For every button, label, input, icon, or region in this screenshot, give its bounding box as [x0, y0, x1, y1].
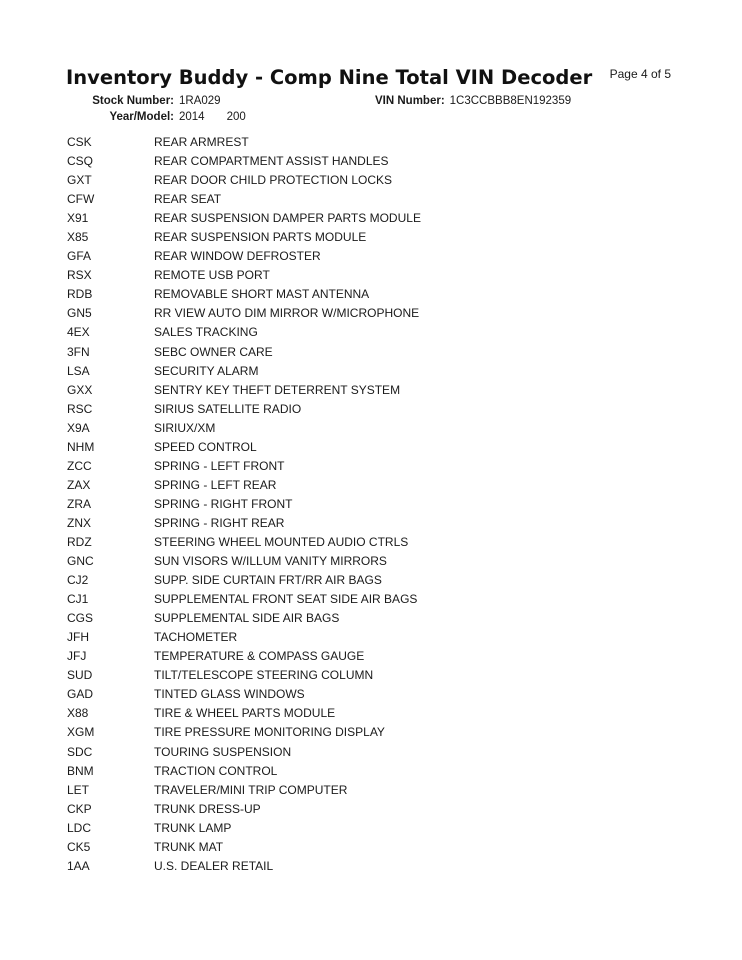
option-description: REMOTE USB PORT	[154, 268, 270, 283]
page-number: Page 4 of 5	[609, 67, 671, 81]
option-description: REMOVABLE SHORT MAST ANTENNA	[154, 287, 370, 302]
option-code: X91	[67, 211, 89, 226]
option-row	[67, 343, 421, 362]
option-description: SUN VISORS W/ILLUM VANITY MIRRORS	[154, 554, 387, 569]
option-description: TACHOMETER	[154, 630, 238, 645]
option-row	[67, 381, 421, 400]
option-row	[67, 400, 421, 419]
option-code: LET	[67, 782, 90, 797]
option-description: REAR DOOR CHILD PROTECTION LOCKS	[154, 173, 393, 188]
option-row	[67, 838, 421, 857]
option-description: SENTRY KEY THEFT DETERRENT SYSTEM	[154, 382, 401, 397]
option-code: GAD	[67, 687, 94, 702]
option-description: REAR SUSPENSION DAMPER PARTS MODULE	[154, 211, 421, 226]
option-description: TOURING SUSPENSION	[154, 744, 292, 759]
option-description: REAR SUSPENSION PARTS MODULE	[154, 230, 367, 245]
option-row	[67, 133, 421, 152]
option-row	[67, 323, 421, 342]
option-description: SEBC OWNER CARE	[154, 344, 273, 359]
vin-number-value: 1C3CCBBB8EN192359	[449, 95, 572, 107]
option-code: XGM	[67, 725, 95, 740]
option-description: SUPPLEMENTAL FRONT SEAT SIDE AIR BAGS	[154, 592, 418, 607]
option-code: ZAX	[67, 477, 91, 492]
stock-number-value: 1RA029	[179, 95, 221, 107]
option-description: SUPPLEMENTAL SIDE AIR BAGS	[154, 611, 340, 626]
option-row	[67, 476, 421, 495]
option-code: BNM	[67, 763, 94, 778]
option-description: TIRE & WHEEL PARTS MODULE	[154, 706, 336, 721]
option-code: CSK	[67, 135, 92, 149]
option-code: X9A	[67, 420, 90, 435]
option-description: SPRING - LEFT REAR	[154, 477, 277, 492]
option-code: ZRA	[67, 496, 91, 511]
option-description: RR VIEW AUTO DIM MIRROR W/MICROPHONE	[154, 306, 420, 321]
option-code: X88	[67, 706, 89, 721]
option-row	[67, 362, 421, 381]
option-description: STEERING WHEEL MOUNTED AUDIO CTRLS	[154, 534, 409, 549]
option-description: SUPP. SIDE CURTAIN FRT/RR AIR BAGS	[154, 573, 382, 588]
option-code: CGS	[67, 611, 94, 626]
option-description: SIRIUS SATELLITE RADIO	[154, 401, 302, 416]
option-row	[67, 819, 421, 838]
option-row	[67, 457, 421, 476]
year-model-label: Year/Model:	[109, 111, 174, 123]
option-code: LSA	[67, 363, 90, 378]
option-code: GXT	[67, 173, 92, 188]
option-description: SPEED CONTROL	[154, 439, 257, 454]
option-code: CSQ	[67, 154, 94, 169]
option-code: JFH	[67, 630, 89, 645]
option-code: RSX	[67, 268, 92, 283]
option-code: ZCC	[67, 458, 92, 473]
option-description: SPRING - LEFT FRONT	[154, 458, 285, 473]
option-row	[67, 762, 421, 781]
option-row	[67, 533, 421, 552]
option-code: 4EX	[67, 325, 90, 340]
option-row	[67, 419, 421, 438]
vin-number-field	[375, 95, 571, 107]
option-row	[67, 438, 421, 457]
option-row	[67, 704, 421, 723]
option-description: SALES TRACKING	[154, 325, 258, 340]
option-row	[67, 495, 421, 514]
option-code: CJ1	[67, 592, 89, 607]
vin-number-label: VIN Number:	[375, 95, 445, 107]
option-description: SIRIUX/XM	[154, 420, 216, 435]
year-model-field	[90, 111, 246, 123]
year-value: 2014	[179, 111, 205, 123]
option-description: SECURITY ALARM	[154, 363, 259, 378]
option-code: CJ2	[67, 573, 89, 588]
option-code: SUD	[67, 668, 93, 683]
option-code: 3FN	[67, 344, 90, 359]
option-code: RDB	[67, 287, 93, 302]
model-value: 200	[226, 111, 246, 123]
option-description: SPRING - RIGHT FRONT	[154, 496, 293, 511]
stock-number-label: Stock Number:	[92, 95, 174, 107]
option-description: TIRE PRESSURE MONITORING DISPLAY	[154, 725, 385, 740]
option-row	[67, 647, 421, 666]
option-code-list	[67, 133, 421, 876]
option-description: TRAVELER/MINI TRIP COMPUTER	[154, 782, 348, 797]
option-code: SDC	[67, 744, 93, 759]
document-title: Inventory Buddy - Comp Nine Total VIN Decoder	[66, 66, 593, 89]
option-row	[67, 685, 421, 704]
option-code: RDZ	[67, 534, 92, 549]
option-code: CKP	[67, 801, 92, 816]
option-description: TRACTION CONTROL	[154, 763, 278, 778]
option-description: REAR WINDOW DEFROSTER	[154, 249, 321, 264]
option-row	[67, 609, 421, 628]
option-row	[67, 152, 421, 171]
option-row	[67, 666, 421, 685]
option-description: REAR ARMREST	[154, 135, 249, 149]
option-code: X85	[67, 230, 89, 245]
option-code: RSC	[67, 401, 93, 416]
option-row	[67, 590, 421, 609]
option-description: TILT/TELESCOPE STEERING COLUMN	[154, 668, 374, 683]
option-row	[67, 552, 421, 571]
option-row	[67, 171, 421, 190]
option-code: GXX	[67, 382, 93, 397]
option-code: NHM	[67, 439, 95, 454]
option-code: JFJ	[67, 649, 87, 664]
option-row	[67, 857, 421, 876]
option-row	[67, 514, 421, 533]
option-description: U.S. DEALER RETAIL	[154, 858, 274, 873]
option-code: CFW	[67, 192, 95, 207]
option-row	[67, 304, 421, 323]
option-description: REAR SEAT	[154, 192, 222, 207]
option-row	[67, 571, 421, 590]
option-code: GFA	[67, 249, 92, 264]
option-description: REAR COMPARTMENT ASSIST HANDLES	[154, 154, 389, 169]
option-row	[67, 723, 421, 742]
option-description: SPRING - RIGHT REAR	[154, 515, 285, 530]
option-row	[67, 628, 421, 647]
option-row	[67, 209, 421, 228]
option-code: 1AA	[67, 858, 90, 873]
option-code: GNC	[67, 554, 94, 569]
option-row	[67, 285, 421, 304]
option-row	[67, 247, 421, 266]
option-code: ZNX	[67, 515, 91, 530]
option-row	[67, 190, 421, 209]
option-row	[67, 781, 421, 800]
option-description: TRUNK MAT	[154, 839, 224, 854]
option-description: TEMPERATURE & COMPASS GAUGE	[154, 649, 365, 664]
option-row	[67, 266, 421, 285]
option-code: CK5	[67, 839, 91, 854]
option-row	[67, 228, 421, 247]
option-description: TRUNK LAMP	[154, 820, 232, 835]
option-description: TRUNK DRESS-UP	[154, 801, 261, 816]
option-description: TINTED GLASS WINDOWS	[154, 687, 305, 702]
stock-number-field	[90, 95, 221, 107]
option-code: LDC	[67, 820, 92, 835]
option-row	[67, 800, 421, 819]
option-code: GN5	[67, 306, 92, 321]
option-row	[67, 743, 421, 762]
